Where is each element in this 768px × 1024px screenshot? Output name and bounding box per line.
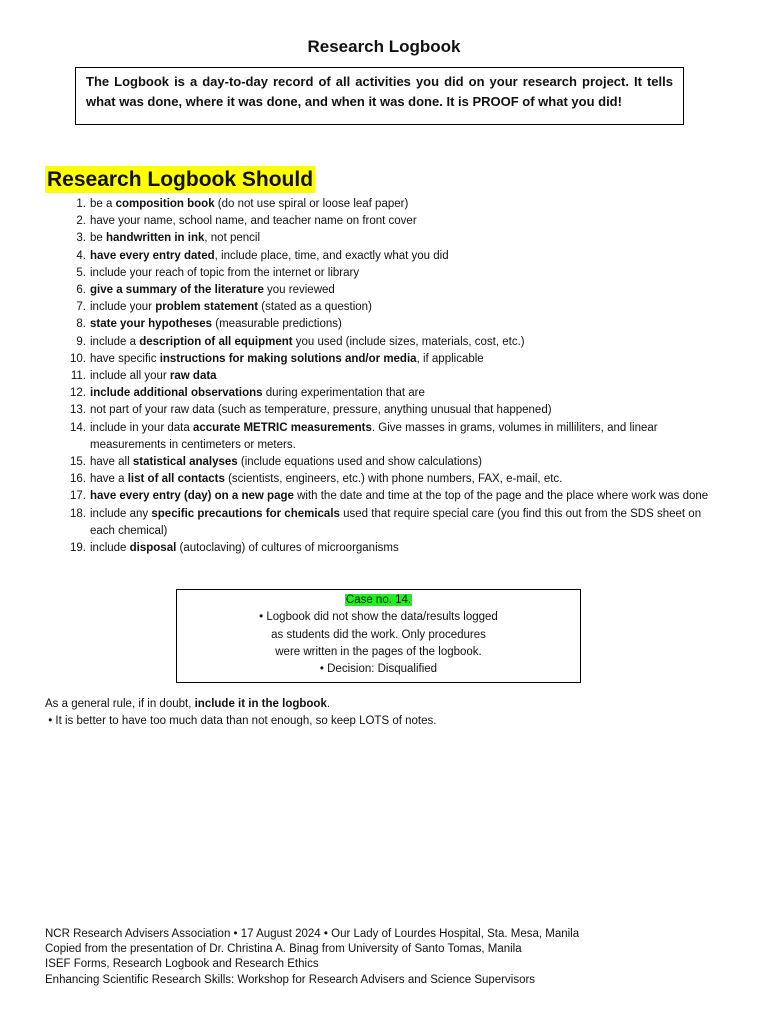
requirements-list (64, 196, 724, 557)
section-heading: Research Logbook Should (47, 168, 314, 191)
list-item: 11 . include all your raw data (64, 368, 724, 385)
list-item: 8 . state your hypotheses (measurable predictions) (64, 316, 724, 333)
list-item: 14 . include in your data accurate METRIC measurements. Give masses in grams, volumes in milliliters, and linear measurements in centimeters or meters. (64, 420, 724, 454)
footer-line: ISEF Forms, Research Logbook and Research Ethics (45, 958, 319, 971)
case-line: • Decision: Disqualified (319, 663, 438, 676)
list-item: 13 . not part of your raw data (such as temperature, pressure, anything unusual that happened) (64, 402, 724, 419)
footer-line: Copied from the presentation of Dr. Christina A. Binag from University of Santo Tomas, Manila (45, 943, 522, 956)
list-item: 4 . have every entry dated, include place, time, and exactly what you did (64, 248, 724, 265)
list-item: 18 . include any specific precautions for chemicals used that require special care (you find this out from the SDS sheet on each chemical) (64, 506, 724, 540)
footer (45, 927, 745, 988)
footer-line: NCR Research Advisers Association • 17 August 2024 • Our Lady of Lourdes Hospital, Sta. Mesa, Manila (45, 928, 580, 940)
case-box (176, 589, 581, 683)
general-rule-bullet: • It is better to have too much data than not enough, so keep LOTS of notes. (45, 715, 437, 728)
list-item: 2 . have your name, school name, and teacher name on front cover (64, 213, 724, 230)
case-line: as students did the work. Only procedures (271, 628, 486, 641)
list-item: 19 . include disposal (autoclaving) of cultures of microorganisms (64, 540, 724, 557)
case-line: were written in the pages of the logbook. (275, 645, 482, 658)
list-item: 15 . have all statistical analyses (include equations used and show calculations) (64, 454, 724, 471)
footer-line: Enhancing Scientific Research Skills: Workshop for Research Advisers and Science Supervisors (45, 973, 536, 986)
general-rule-line: As a general rule, if in doubt, include it in the logbook. (45, 698, 331, 710)
list-item: 7 . include your problem statement (stated as a question) (64, 299, 724, 316)
intro-box: The Logbook is a day-to-day record of all activities you did on your research project. It tells what was done, where it was done, and when it was done. It is PROOF of what you did! (75, 67, 684, 125)
list-item: 6 . give a summary of the literature you reviewed (64, 282, 724, 299)
case-tag: Case no. 14. (345, 594, 412, 606)
page-title: Research Logbook (307, 37, 461, 56)
list-item: 9 . include a description of all equipment you used (include sizes, materials, cost, etc.) (64, 334, 724, 351)
list-item: 16 . have a list of all contacts (scientists, engineers, etc.) with phone numbers, FAX, e-mail, etc. (64, 471, 724, 488)
general-rule (45, 696, 436, 731)
list-item: 1 . be a composition book (do not use spiral or loose leaf paper) (64, 196, 724, 213)
list-item: 10 . have specific instructions for making solutions and/or media, if applicable (64, 351, 724, 368)
list-item: 12 . include additional observations during experimentation that are (64, 385, 724, 402)
list-item: 17 . have every entry (day) on a new page with the date and time at the top of the page and the place where work was done (64, 488, 724, 505)
case-line: • Logbook did not show the data/results logged (259, 611, 498, 624)
list-item: 3 . be handwritten in ink, not pencil (64, 230, 724, 247)
list-item: 5 . include your reach of topic from the internet or library (64, 265, 724, 282)
